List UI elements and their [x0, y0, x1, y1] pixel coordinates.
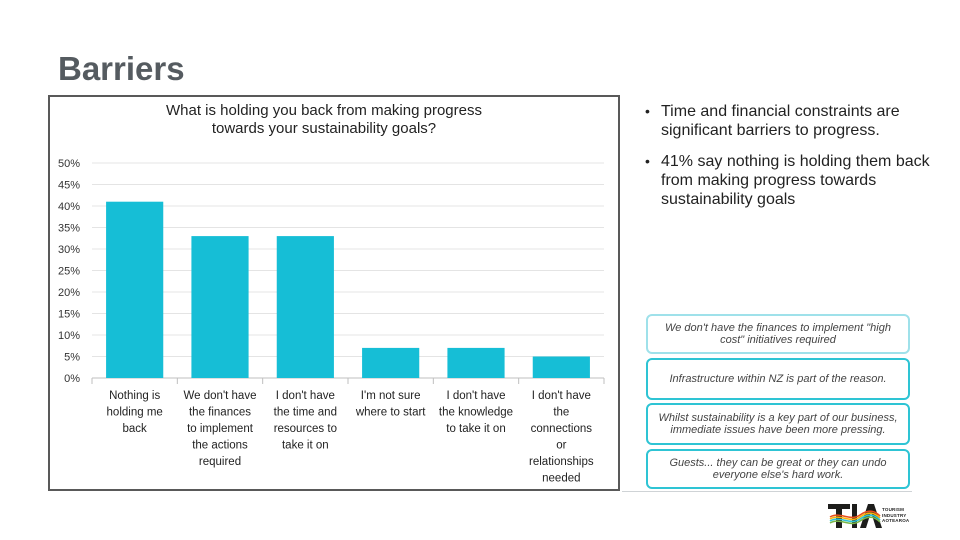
divider — [622, 491, 912, 492]
x-category-label: to take it on — [446, 423, 506, 435]
x-category-label: I'm not sure — [360, 390, 421, 402]
quote-card — [646, 449, 910, 489]
quote-text: Whilst sustainability is a key part of our business, immediate issues have been more pressing. — [658, 411, 898, 436]
x-category-label: I don't have — [275, 390, 335, 402]
x-category-label: needed — [542, 472, 581, 485]
y-tick-label: 0% — [64, 373, 80, 385]
quote-card — [646, 358, 910, 400]
tia-logo — [826, 500, 936, 530]
bar-chart — [50, 97, 618, 489]
bar — [106, 202, 163, 378]
x-category-label: the finances — [188, 406, 252, 419]
quote-card — [646, 314, 910, 354]
y-tick-label: 15% — [57, 308, 80, 321]
bar — [362, 348, 419, 378]
x-category-label: required — [198, 456, 242, 468]
finding-text: 41% say nothing is holding them back from making progress towards sustainability goals — [661, 153, 930, 208]
x-category-label: Nothing is — [109, 390, 161, 402]
x-category-label: I don't have — [531, 390, 591, 402]
y-tick-label: 45% — [57, 179, 80, 192]
bar — [191, 236, 248, 378]
x-category-label: We don't have — [183, 390, 257, 402]
quote-text: Infrastructure within NZ is part of the reason. — [669, 372, 887, 385]
x-category-label: holding me — [106, 406, 163, 419]
bar — [277, 236, 334, 378]
y-tick-label: 5% — [64, 351, 80, 364]
finding-item — [645, 102, 935, 140]
bar — [533, 357, 590, 379]
x-category-label: the time and — [273, 406, 337, 419]
x-category-label: or — [556, 439, 567, 452]
bar — [447, 348, 504, 378]
x-category-label: the actions — [192, 439, 248, 452]
y-tick-label: 40% — [57, 201, 80, 213]
y-tick-label: 30% — [57, 244, 80, 256]
quote-text: Guests... they can be great or they can undo everyone else's hard work. — [669, 456, 887, 481]
finding-text: Time and financial constraints are significant barriers to progress. — [661, 103, 900, 139]
y-tick-label: 35% — [57, 222, 80, 235]
x-category-label: I don't have — [446, 390, 506, 402]
x-category-label: the knowledge — [438, 406, 514, 419]
x-category-label: back — [122, 423, 147, 435]
x-category-label: relationships — [529, 456, 594, 468]
y-tick-label: 50% — [57, 158, 80, 170]
bullet-icon: • — [645, 153, 650, 169]
logo-wordmark: TOURISM INDUSTRY AOTEAROA — [882, 507, 910, 523]
chart-title: towards your sustainability goals? — [211, 120, 437, 137]
x-category-label: connections — [530, 423, 593, 435]
x-category-label: to implement — [187, 423, 253, 435]
page-title: Barriers — [58, 50, 185, 87]
x-category-label: the — [553, 406, 570, 419]
x-category-label: take it on — [281, 439, 329, 452]
x-category-label: resources to — [273, 423, 337, 435]
y-tick-label: 25% — [57, 265, 80, 278]
chart-frame — [48, 95, 620, 491]
key-findings — [645, 102, 935, 221]
finding-item — [645, 152, 935, 209]
chart-title: What is holding you back from making progress — [166, 102, 482, 119]
quote-text: We don't have the finances to implement "high cost" initiatives required — [665, 321, 891, 346]
bullet-icon: • — [645, 103, 650, 119]
y-tick-label: 10% — [57, 330, 80, 342]
x-category-label: where to start — [355, 406, 426, 419]
y-tick-label: 20% — [57, 287, 80, 299]
quote-card — [646, 403, 910, 445]
